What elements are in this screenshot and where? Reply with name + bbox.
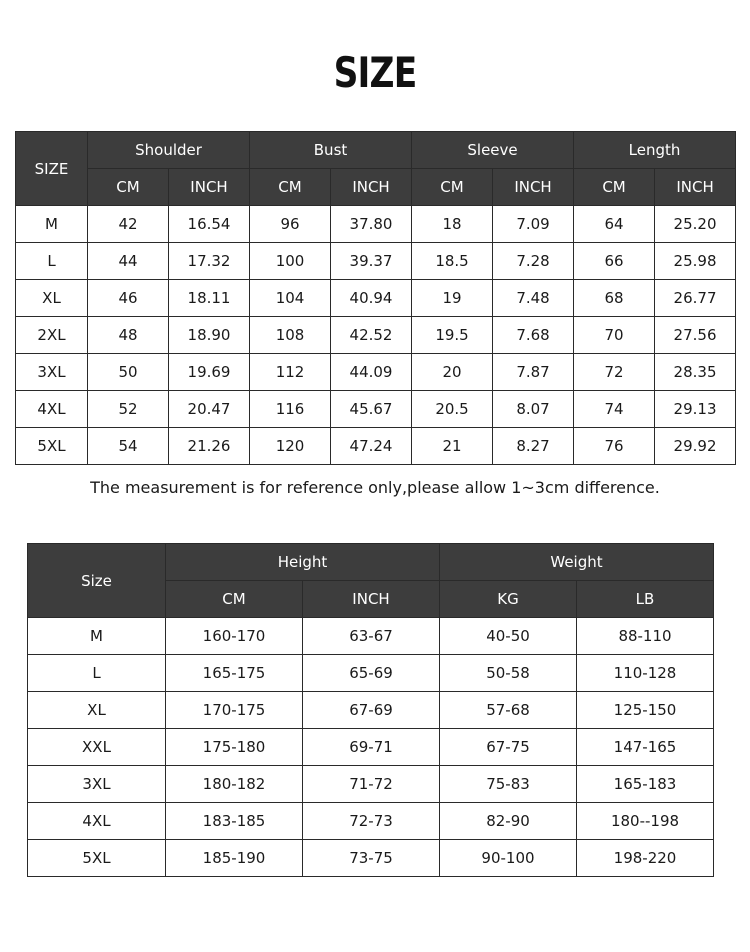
table-cell: 19.5 [412, 317, 493, 354]
table-header-row [16, 132, 736, 169]
table-cell: 180-182 [166, 766, 303, 803]
size-cell: M [16, 206, 88, 243]
table-cell: 37.80 [331, 206, 412, 243]
unit-header: INCH [655, 169, 736, 206]
table-cell: 66 [574, 243, 655, 280]
size-cell: 2XL [16, 317, 88, 354]
table-cell: 170-175 [166, 692, 303, 729]
table-cell: 47.24 [331, 428, 412, 465]
size-cell: M [28, 618, 166, 655]
table-cell: 27.56 [655, 317, 736, 354]
table-cell: 19 [412, 280, 493, 317]
measurement-note: The measurement is for reference only,please allow 1~3cm difference. [90, 478, 660, 497]
table-cell: 21 [412, 428, 493, 465]
table-cell: 48 [88, 317, 169, 354]
table-cell: 19.69 [169, 354, 250, 391]
table-cell: 40.94 [331, 280, 412, 317]
size-column-header: SIZE [16, 132, 88, 206]
table-cell: 18.11 [169, 280, 250, 317]
table-row [28, 692, 714, 729]
table-cell: 8.27 [493, 428, 574, 465]
table-cell: 76 [574, 428, 655, 465]
table-cell: 116 [250, 391, 331, 428]
table-cell: 8.07 [493, 391, 574, 428]
table-cell: 64 [574, 206, 655, 243]
table-cell: 29.92 [655, 428, 736, 465]
table-cell: 54 [88, 428, 169, 465]
size-cell: L [16, 243, 88, 280]
table-cell: 65-69 [303, 655, 440, 692]
page-title: SIZE [333, 48, 417, 97]
table-cell: 147-165 [577, 729, 714, 766]
table-cell: 72-73 [303, 803, 440, 840]
table-cell: 18.90 [169, 317, 250, 354]
table-cell: 25.20 [655, 206, 736, 243]
table-cell: 165-175 [166, 655, 303, 692]
size-cell: 5XL [16, 428, 88, 465]
unit-header: KG [440, 581, 577, 618]
size-cell: XL [16, 280, 88, 317]
table-row [28, 803, 714, 840]
garment-size-table [15, 131, 736, 465]
table-cell: 183-185 [166, 803, 303, 840]
table-cell: 90-100 [440, 840, 577, 877]
table-cell: 72 [574, 354, 655, 391]
table-header-row [28, 544, 714, 581]
unit-header: CM [166, 581, 303, 618]
table-cell: 104 [250, 280, 331, 317]
table-cell: 73-75 [303, 840, 440, 877]
unit-header: INCH [331, 169, 412, 206]
table-cell: 180--198 [577, 803, 714, 840]
size-cell: L [28, 655, 166, 692]
unit-header: LB [577, 581, 714, 618]
table-cell: 29.13 [655, 391, 736, 428]
table-cell: 110-128 [577, 655, 714, 692]
table-cell: 7.28 [493, 243, 574, 280]
sleeve-header: Sleeve [412, 132, 574, 169]
table-cell: 63-67 [303, 618, 440, 655]
table-row [28, 766, 714, 803]
size-cell: XL [28, 692, 166, 729]
table-cell: 108 [250, 317, 331, 354]
table-cell: 45.67 [331, 391, 412, 428]
unit-header: CM [250, 169, 331, 206]
table-cell: 25.98 [655, 243, 736, 280]
unit-header: INCH [303, 581, 440, 618]
table-cell: 69-71 [303, 729, 440, 766]
size-column-header: Size [28, 544, 166, 618]
height-header: Height [166, 544, 440, 581]
table-cell: 20.47 [169, 391, 250, 428]
table-cell: 42 [88, 206, 169, 243]
table-cell: 20.5 [412, 391, 493, 428]
unit-header: INCH [493, 169, 574, 206]
table-cell: 7.48 [493, 280, 574, 317]
table-cell: 52 [88, 391, 169, 428]
table-row [16, 317, 736, 354]
table-cell: 26.77 [655, 280, 736, 317]
table-cell: 100 [250, 243, 331, 280]
table-cell: 75-83 [440, 766, 577, 803]
table-cell: 68 [574, 280, 655, 317]
table-cell: 44 [88, 243, 169, 280]
table-row [16, 243, 736, 280]
table-cell: 21.26 [169, 428, 250, 465]
table-cell: 57-68 [440, 692, 577, 729]
size-cell: 4XL [16, 391, 88, 428]
unit-header: INCH [169, 169, 250, 206]
table-cell: 39.37 [331, 243, 412, 280]
table-cell: 120 [250, 428, 331, 465]
table-cell: 165-183 [577, 766, 714, 803]
table-row [16, 206, 736, 243]
unit-header: CM [412, 169, 493, 206]
table-cell: 71-72 [303, 766, 440, 803]
table-cell: 112 [250, 354, 331, 391]
table-row [28, 655, 714, 692]
table-cell: 18.5 [412, 243, 493, 280]
table-row [28, 618, 714, 655]
table-cell: 46 [88, 280, 169, 317]
table-cell: 125-150 [577, 692, 714, 729]
length-header: Length [574, 132, 736, 169]
table-cell: 7.09 [493, 206, 574, 243]
unit-header-row [16, 169, 736, 206]
table-cell: 96 [250, 206, 331, 243]
table-row [16, 354, 736, 391]
table-row [16, 428, 736, 465]
table-cell: 20 [412, 354, 493, 391]
table-cell: 17.32 [169, 243, 250, 280]
table-cell: 175-180 [166, 729, 303, 766]
table-row [28, 840, 714, 877]
table-cell: 198-220 [577, 840, 714, 877]
table-cell: 50-58 [440, 655, 577, 692]
unit-header: CM [574, 169, 655, 206]
body-size-table [27, 543, 714, 877]
table-cell: 185-190 [166, 840, 303, 877]
size-cell: XXL [28, 729, 166, 766]
size-cell: 5XL [28, 840, 166, 877]
table-cell: 44.09 [331, 354, 412, 391]
table-cell: 88-110 [577, 618, 714, 655]
table-cell: 67-75 [440, 729, 577, 766]
table-cell: 70 [574, 317, 655, 354]
table-cell: 16.54 [169, 206, 250, 243]
table-cell: 7.68 [493, 317, 574, 354]
table-cell: 82-90 [440, 803, 577, 840]
table-cell: 50 [88, 354, 169, 391]
table-cell: 74 [574, 391, 655, 428]
table-cell: 42.52 [331, 317, 412, 354]
table-cell: 18 [412, 206, 493, 243]
shoulder-header: Shoulder [88, 132, 250, 169]
table-cell: 28.35 [655, 354, 736, 391]
table-row [28, 729, 714, 766]
table-cell: 7.87 [493, 354, 574, 391]
weight-header: Weight [440, 544, 714, 581]
unit-header: CM [88, 169, 169, 206]
table-cell: 40-50 [440, 618, 577, 655]
table-row [16, 391, 736, 428]
bust-header: Bust [250, 132, 412, 169]
table-row [16, 280, 736, 317]
table-cell: 67-69 [303, 692, 440, 729]
size-cell: 3XL [16, 354, 88, 391]
size-cell: 3XL [28, 766, 166, 803]
size-cell: 4XL [28, 803, 166, 840]
table-cell: 160-170 [166, 618, 303, 655]
